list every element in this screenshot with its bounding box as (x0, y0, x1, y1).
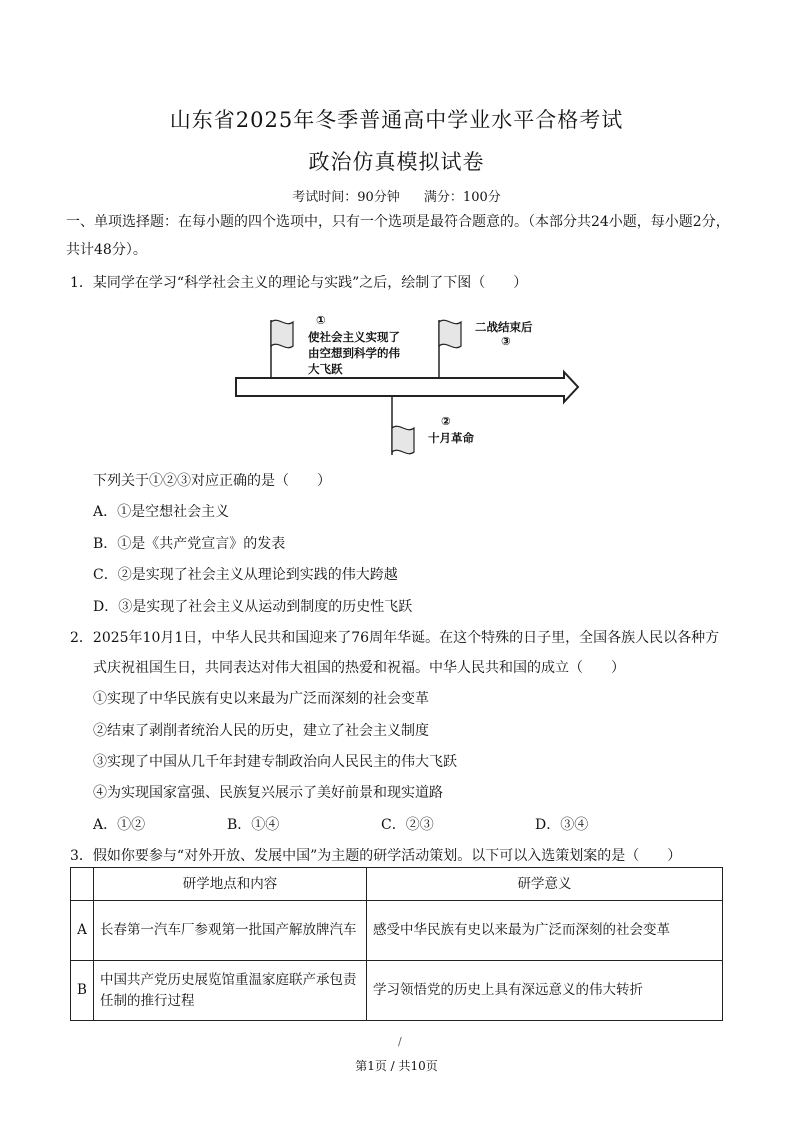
table-row (71, 901, 723, 961)
q1-option-a: A．①是空想社会主义 (93, 504, 230, 520)
q1-timeline-diagram (228, 310, 588, 460)
label1-line1: 使社会主义实现了 (308, 330, 400, 344)
label2-text: 十月革命 (428, 431, 474, 445)
q3-stem: 3．假如你要参与“对外开放、发展中国”为主题的研学活动策划。以下可以入选策划案的是（ ） (70, 848, 682, 864)
q2-statement-2: ②结束了剥削者统治人民的历史，建立了社会主义制度 (93, 723, 429, 739)
footer-slash: / (398, 1035, 402, 1048)
q3-table (70, 867, 723, 1021)
table-header-place: 研学地点和内容 (94, 868, 367, 901)
label1-number: ① (316, 313, 326, 327)
label2-number: ② (441, 414, 451, 428)
row-place: 长春第一汽车厂参观第一批国产解放牌汽车 (94, 901, 367, 961)
full-score: 满分：100分 (423, 190, 501, 205)
q1-option-b: B．①是《共产党宣言》的发表 (93, 536, 286, 552)
q2-option-a: A．①② (93, 817, 146, 833)
table-row (71, 961, 723, 1021)
section-intro-line2: 共计48分）。 (66, 242, 147, 258)
page-number: 第1页 / 共10页 (355, 1059, 438, 1073)
exam-subtitle: 政治仿真模拟试卷 (308, 150, 485, 174)
q2-statement-1: ①实现了中华民族有史以来最为广泛而深刻的社会变革 (93, 691, 429, 707)
row-label: B (71, 961, 94, 1021)
flag3-flag (439, 320, 461, 347)
label1-line3: 大飞跃 (308, 362, 343, 376)
flag1-flag (271, 320, 293, 347)
row-meaning: 学习领悟党的历史上具有深远意义的伟大转折 (367, 961, 723, 1021)
q1-prompt: 下列关于①②③对应正确的是（ ） (93, 473, 331, 489)
row-meaning: 感受中华民族有史以来最为广泛而深刻的社会变革 (367, 901, 723, 961)
q2-option-c: C．②③ (381, 817, 434, 833)
label3-text: 二战结束后 (475, 320, 533, 334)
row-place: 中国共产党历史展览馆重温家庭联产承包责任制的推行过程 (94, 961, 367, 1021)
exam-meta (0, 186, 793, 205)
timeline-svg (228, 310, 588, 460)
q1-stem: 1．某同学在学习“科学社会主义的理论与实践”之后，绘制了下图（ ） (70, 275, 528, 291)
flag2-flag (392, 426, 414, 453)
q2-option-b: B．①④ (227, 817, 280, 833)
exam-time: 考试时间：90分钟 (292, 190, 400, 205)
q2-statement-3: ③实现了中国从几千年封建专制政治向人民民主的伟大飞跃 (93, 754, 457, 770)
table-header-meaning: 研学意义 (367, 868, 723, 901)
table-header-blank (71, 868, 94, 901)
row-label: A (71, 901, 94, 961)
label1-line2: 由空想到科学的伟 (308, 346, 400, 360)
exam-title: 山东省2025年冬季普通高中学业水平合格考试 (169, 108, 624, 132)
q2-statement-4: ④为实现国家富强、民族复兴展示了美好前景和现实道路 (93, 785, 443, 801)
q2-option-d: D．③④ (535, 817, 589, 833)
q2-stem-line2: 式庆祝祖国生日，共同表达对伟大祖国的热爱和祝福。中华人民共和国的成立（ ） (93, 660, 625, 676)
q1-option-c: C．②是实现了社会主义从理论到实践的伟大跨越 (93, 567, 398, 583)
q2-stem-line1: 2．2025年10月1日，中华人民共和国迎来了76周年华诞。在这个特殊的日子里，全国各族人民以各种方 (70, 630, 720, 646)
timeline-arrow (236, 372, 578, 402)
q1-option-d: D．③是实现了社会主义从运动到制度的历史性飞跃 (93, 599, 413, 615)
section-intro-line1: 一、单项选择题：在每小题的四个选项中，只有一个选项是最符合题意的。（本部分共24小题，每小题2分， (66, 214, 730, 230)
label3-number: ③ (501, 334, 511, 348)
table-header-row (71, 868, 723, 901)
